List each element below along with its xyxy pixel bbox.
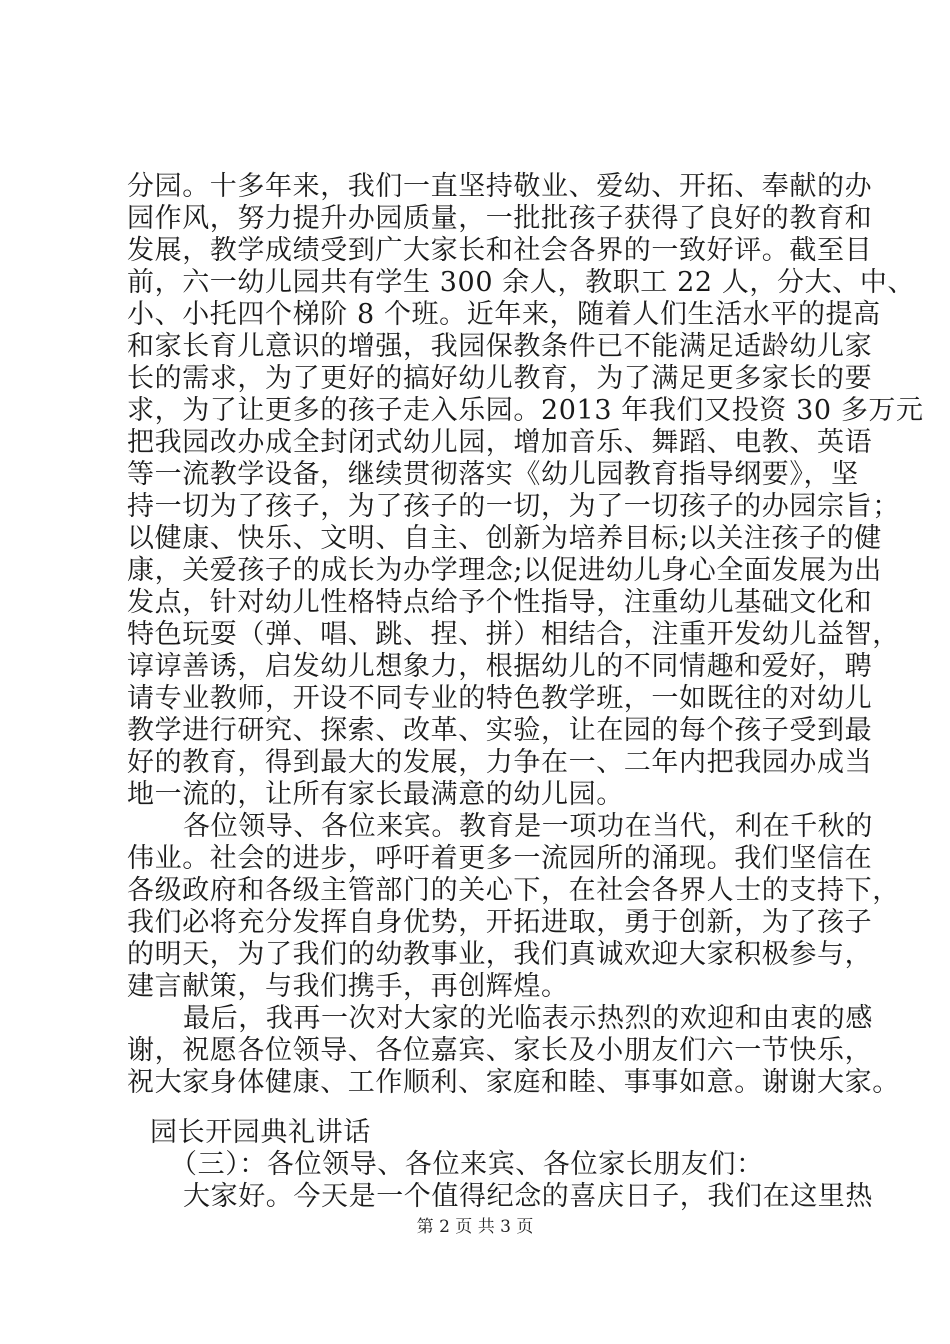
paragraph2-line: 建言献策，与我们携手，再创辉煌。 (127, 971, 569, 1002)
paragraph1-line: 好的教育，得到最大的发展，力争在一、二年内把我园办成当 (127, 747, 873, 778)
paragraph1-line: 和家长育儿意识的增强，我园保教条件已不能满足适龄幼儿家 (127, 331, 873, 362)
paragraph1-line: 把我园改办成全封闭式幼儿园，增加音乐、舞蹈、电教、英语 (127, 427, 873, 458)
section-opening-line: 大家好。今天是一个值得纪念的喜庆日子，我们在这里热 (183, 1181, 873, 1212)
paragraph2-line: 我们必将充分发挥自身优势，开拓进取，勇于创新，为了孩子 (127, 907, 873, 938)
paragraph3-line: 祝大家身体健康、工作顺利、家庭和睦、事事如意。谢谢大家。 (127, 1067, 900, 1098)
paragraph1-line: 发点，针对幼儿性格特点给予个性指导，注重幼儿基础文化和 (127, 587, 873, 618)
paragraph1-line: 小、小托四个梯阶 8 个班。近年来，随着人们生活水平的提高 (127, 299, 881, 330)
section-salutation: （三）：各位领导、各位来宾、各位家长朋友们： (170, 1149, 764, 1180)
paragraph1-line: 求，为了让更多的孩子走入乐园。2013 年我们又投资 30 多万元 (127, 395, 924, 426)
paragraph2-line: 的明天，为了我们的幼教事业，我们真诚欢迎大家积极参与， (127, 939, 873, 970)
paragraph1-line: 持一切为了孩子，为了孩子的一切，为了一切孩子的办园宗旨； (127, 491, 900, 522)
paragraph1-line: 教学进行研究、探索、改革、实验，让在园的每个孩子受到最 (127, 715, 873, 746)
paragraph1-line: 以健康、快乐、文明、自主、创新为培养目标;以关注孩子的健 (127, 523, 882, 554)
paragraph2-line: 伟业。社会的进步，呼吁着更多一流园所的涌现。我们坚信在 (127, 843, 873, 874)
paragraph1-line: 请专业教师，开设不同专业的特色教学班，一如既往的对幼儿 (127, 683, 873, 714)
paragraph3-line: 谢，祝愿各位领导、各位嘉宾、家长及小朋友们六一节快乐， (127, 1035, 873, 1066)
paragraph1-line: 地一流的，让所有家长最满意的幼儿园。 (127, 779, 624, 810)
paragraph1-line: 园作风，努力提升办园质量，一批批孩子获得了良好的教育和 (127, 203, 873, 234)
paragraph1-line: 特色玩耍（弹、唱、跳、捏、拼）相结合，注重开发幼儿益智， (127, 619, 900, 650)
paragraph1-line: 前，六一幼儿园共有学生 300 余人，教职工 22 人，分大、中、 (127, 267, 916, 298)
paragraph2-line: 各级政府和各级主管部门的关心下，在社会各界人士的支持下， (127, 875, 900, 906)
section-title: 园长开园典礼讲话 (150, 1117, 371, 1148)
paragraph1-line: 康，关爱孩子的成长为办学理念;以促进幼儿身心全面发展为出 (127, 555, 882, 586)
paragraph1-line: 分园。十多年来，我们一直坚持敬业、爱幼、开拓、奉献的办 (127, 171, 873, 202)
paragraph1-line: 长的需求，为了更好的搞好幼儿教育，为了满足更多家长的要 (127, 363, 873, 394)
paragraph1-line: 等一流教学设备，继续贯彻落实《幼儿园教育指导纲要》，坚 (127, 459, 859, 490)
page-number-footer: 第 2 页 共 3 页 (416, 1217, 534, 1237)
paragraph3-line: 最后，我再一次对大家的光临表示热烈的欢迎和由衷的感 (183, 1003, 873, 1034)
paragraph1-line: 发展，教学成绩受到广大家长和社会各界的一致好评。截至目 (127, 235, 873, 266)
paragraph1-line: 谆谆善诱，启发幼儿想象力，根据幼儿的不同情趣和爱好，聘 (127, 651, 873, 682)
paragraph2-line: 各位领导、各位来宾。教育是一项功在当代，利在千秋的 (183, 811, 873, 842)
